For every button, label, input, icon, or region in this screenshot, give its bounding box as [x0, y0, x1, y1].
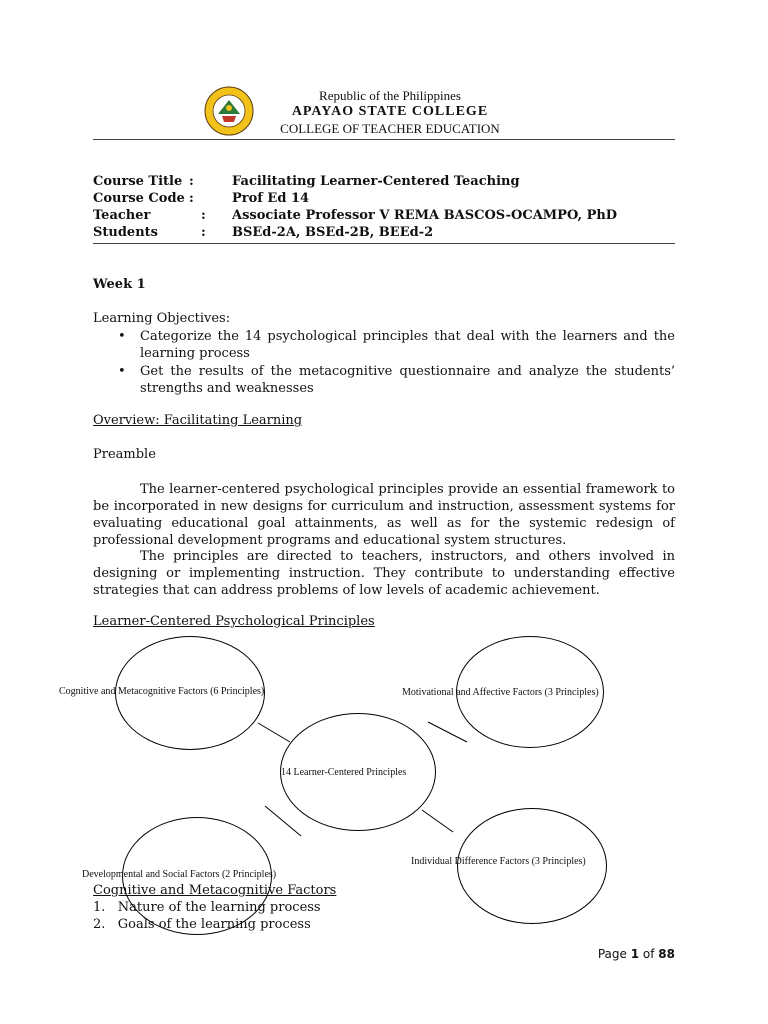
- header-republic: Republic of the Philippines: [319, 88, 461, 103]
- course-sep: :: [189, 174, 194, 189]
- header-college: APAYAO STATE COLLEGE: [291, 104, 489, 119]
- list-item: 1. Nature of the learning process: [93, 900, 321, 915]
- course-value: Prof Ed 14: [232, 191, 310, 206]
- overview-heading: Overview: Facilitating Learning: [93, 413, 303, 428]
- week-heading: Week 1: [93, 277, 146, 292]
- course-sep: :: [189, 191, 194, 206]
- course-value: Facilitating Learner-Centered Teaching: [232, 174, 520, 189]
- connector-line: [422, 810, 453, 832]
- preamble-heading: Preamble: [93, 447, 156, 462]
- page-prefix: Page: [597, 947, 631, 961]
- course-value: Associate Professor V REMA BASCOS-OCAMPO, PhD: [232, 208, 618, 223]
- header-department: COLLEGE OF TEACHER EDUCATION: [280, 121, 500, 136]
- course-label: Teacher: [93, 208, 151, 223]
- page-current: 1: [630, 947, 640, 961]
- paragraph: The principles are directed to teachers, instructors, and others involved in designing or implementing instruction. They contribute to understanding effective strategies that can address problems of low levels of academic achievement.: [93, 549, 675, 598]
- label-developmental-factors: Developmental and Social Factors (2 Principles): [82, 869, 277, 880]
- list-item: 2. Goals of the learning process: [93, 917, 311, 932]
- page-middle: of: [639, 947, 659, 961]
- course-sep: :: [201, 208, 206, 223]
- connector-line: [258, 723, 290, 742]
- objective-text: Get the results of the metacognitive questionnaire and analyze the students’ strengths and weaknesses: [140, 364, 675, 396]
- page-number: [598, 947, 675, 961]
- course-label: Students: [93, 225, 158, 240]
- label-individual-factors: Individual Difference Factors (3 Principles): [411, 856, 586, 867]
- paragraph: The learner-centered psychological principles provide an essential framework to be incorporated in new designs for curriculum and instruction, assessment systems for evaluating educational goal attainments, as well as for the systemic redesign of professional development programs and educational system structures.: [93, 482, 675, 548]
- page-total: 88: [658, 947, 675, 961]
- bullet-icon: •: [118, 364, 126, 379]
- principles-heading: Learner-Centered Psychological Principles: [93, 614, 375, 629]
- label-cognitive-factors: Cognitive and Metacognitive Factors (6 Principles): [59, 686, 265, 697]
- label-center-principles: 14 Learner-Centered Principles: [281, 767, 407, 778]
- cognitive-heading: Cognitive and Metacognitive Factors: [93, 883, 337, 898]
- bullet-icon: •: [118, 329, 126, 344]
- connector-line: [265, 806, 301, 836]
- course-label: Course Code: [93, 191, 185, 206]
- objective-text: Categorize the 14 psychological principles that deal with the learners and the learning process: [140, 329, 675, 361]
- course-label: Course Title: [93, 174, 183, 189]
- connector-line: [428, 722, 467, 742]
- objectives-heading: Learning Objectives:: [93, 311, 231, 326]
- course-sep: :: [201, 225, 206, 240]
- course-value: BSEd-2A, BSEd-2B, BEEd-2: [232, 225, 434, 240]
- label-motivational-factors: Motivational and Affective Factors (3 Principles): [402, 687, 599, 698]
